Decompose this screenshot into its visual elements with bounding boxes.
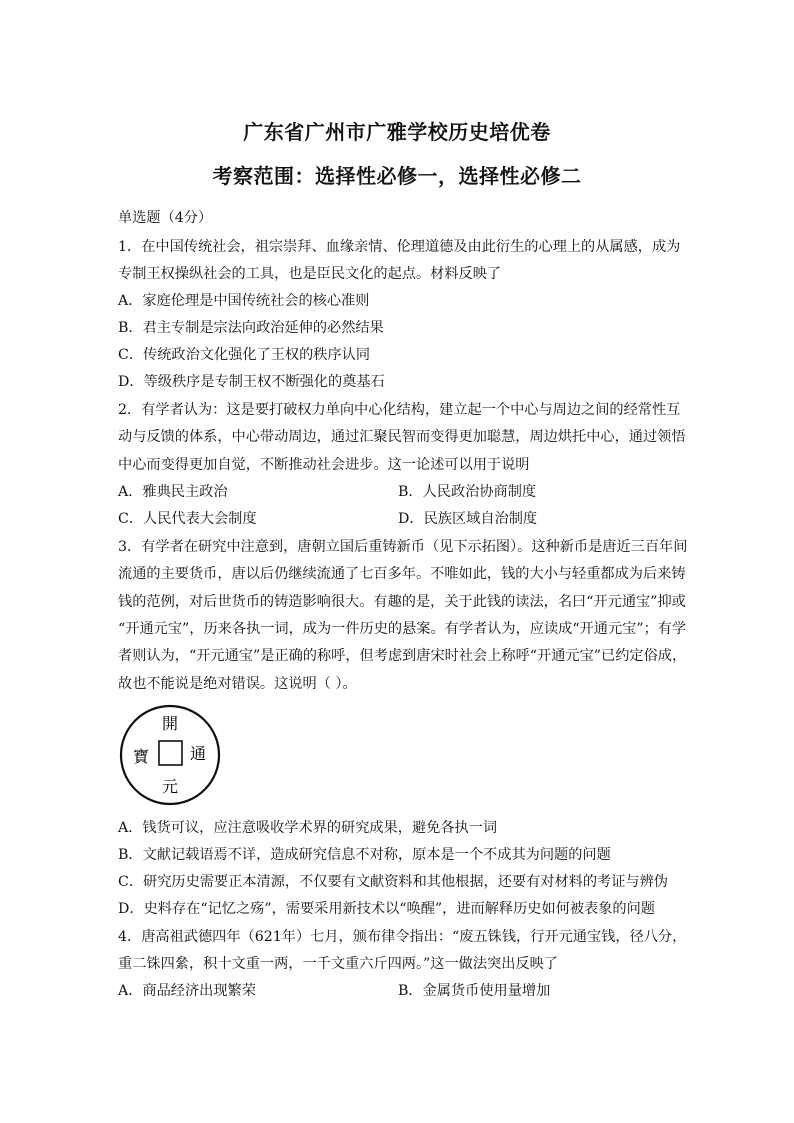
coin-char-right: 通 [189,744,207,763]
q1-option-c: C．传统政治文化强化了王权的秩序认同 [118,347,371,363]
q3-option-b: B．文献记载语焉不详，造成研究信息不对称，原本是一个不成其为问题的问题 [118,847,611,863]
q2-stem-line: 中心而变得更加自觉，不断推动社会进步。这一论述可以用于说明 [118,457,530,473]
coin-char-left: 寶 [132,747,150,766]
q4-option-a: A．商品经济出现繁荣 [118,983,256,999]
q2-stem-line: 动与反馈的体系，中心带动周边，通过汇聚民智而变得更加聪慧，周边烘托中心，通过领悟 [118,429,686,445]
coin-char-bottom: 元 [161,777,179,796]
q3-stem-line: 3．有学者在研究中注意到，唐朝立国后重铸新币（见下示拓图）。这种新币是唐近三百年间 [118,539,688,555]
coin-rubbing-image [118,703,222,807]
q3-stem-line: 故也不能说是绝对错误。这说明（ ）。 [118,676,357,692]
q1-stem-line: 专制王权操纵社会的工具，也是臣民文化的起点。材料反映了 [118,266,502,282]
q3-stem-line: “开通元宝”，历来各执一词，成为一件历史的悬案。有学者认为，应读成“开通元宝”；有学 [118,621,687,637]
q2-option-b: B．人民政治协商制度 [398,484,537,500]
q4-stem-line: 重二铢四絫，积十文重一两，一千文重六斤四两。”这一做法突出反映了 [118,956,558,972]
q1-option-b: B．君主专制是宗法向政治延伸的必然结果 [118,320,384,336]
q3-option-d: D．史料存在“记忆之殇”，需要采用新技术以“唤醒”，进而解释历史如何被表象的问题 [118,901,655,917]
q3-option-a: A．钱货可议，应注意吸收学术界的研究成果，避免各执一词 [118,820,498,836]
q3-stem-line: 钱的范例，对后世货币的铸造影响很大。有趣的是，关于此钱的读法，名曰“开元通宝”抑或 [118,594,686,610]
q3-stem-line: 者则认为，“开元通宝”是正确的称呼，但考虑到唐宋时社会上称呼“开通元宝”已约定俗成， [118,648,687,664]
q2-stem-line: 2．有学者认为：这是要打破权力单向中心化结构，建立起一个中心与周边之间的经常性互 [118,402,681,418]
coin-square-hole [159,741,182,765]
q1-option-d: D．等级秩序是专制王权不断强化的奠基石 [118,374,385,390]
q2-option-a: A．雅典民主政治 [118,484,228,500]
q2-option-c: C．人民代表大会制度 [118,511,257,527]
q3-stem-line: 流通的主要货币，唐以后仍继续流通了七百多年。不唯如此，钱的大小与轻重都成为后来铸 [118,566,686,582]
section-heading: 单选题（4分） [118,210,213,226]
q4-option-b: B．金属货币使用量增加 [398,983,551,999]
page-title: 广东省广州市广雅学校历史培优卷 [243,120,551,144]
q1-option-a: A．家庭伦理是中国传统社会的核心准则 [118,293,370,309]
q3-option-c: C．研究历史需要正本清源，不仅要有文献资料和其他根据，还要有对材料的考证与辨伪 [118,874,668,890]
q2-option-d: D．民族区域自治制度 [398,511,538,527]
q4-stem-line: 4．唐高祖武德四年（621年）七月，颁布律令指出：“废五铢钱，行开元通宝钱，径八分， [118,929,687,945]
coin-char-top: 開 [161,714,179,733]
page-subtitle: 考察范围：选择性必修一，选择性必修二 [212,164,582,188]
q1-stem-line: 1．在中国传统社会，祖宗崇拜、血缘亲情、伦理道德及由此衍生的心理上的从属感，成为 [118,239,681,255]
